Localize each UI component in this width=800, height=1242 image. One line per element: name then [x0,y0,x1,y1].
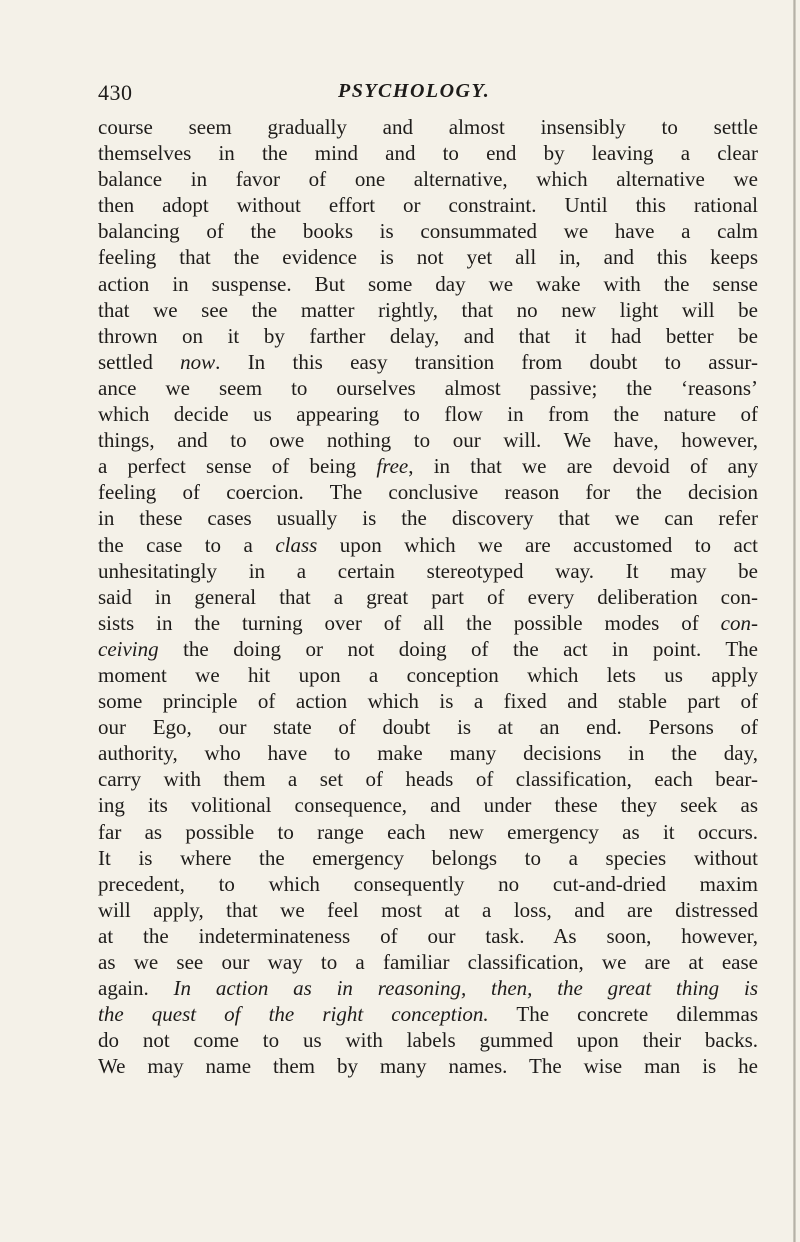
text-line: themselves in the mind and to end by leaving a clear [98,141,758,166]
text-line: ing its volitional consequence, and under these they seek as [98,793,758,818]
text-line: in these cases usually is the discovery that we can refer [98,506,758,531]
italic-text: In action as in reasoning, then, the great thing is [173,976,758,1001]
text-line: the quest of the right conception. The concrete dilemmas [98,1002,758,1027]
italic-text: free [376,454,409,479]
page-edge [793,0,796,1242]
text-line: sists in the turning over of all the possible modes of con- [98,610,758,635]
text-line: that we see the matter rightly, that no new light will be [98,297,758,322]
text-line: precedent, to which consequently no cut-and-dried maxim [98,871,758,896]
italic-text: ceiving [98,636,159,661]
text-line: said in general that a great part of every deliberation con- [98,584,758,609]
text-line: ance we seem to ourselves almost passive; the ‘reasons’ [98,375,758,400]
text-line: feeling of coercion. The conclusive reason for the decision [98,480,758,505]
text-line: We may name them by many names. The wise man is he [98,1054,758,1079]
body-text [98,114,758,1079]
text-line: carry with them a set of heads of classification, each bear- [98,767,758,792]
text-line: settled now. In this easy transition from doubt to assur- [98,349,758,374]
text-line: balance in favor of one alternative, which alternative we [98,167,758,192]
text-line: moment we hit upon a conception which lets us apply [98,662,758,687]
italic-text: now [180,349,216,374]
text-line: will apply, that we feel most at a loss, and are distressed [98,897,758,922]
text-line: do not come to us with labels gummed upon their backs. [98,1028,758,1053]
italic-text: con- [720,610,758,635]
text-line: things, and to owe nothing to our will. We have, however, [98,428,758,453]
text-line: which decide us appearing to flow in from the nature of [98,402,758,427]
text-line: authority, who have to make many decisions in the day, [98,741,758,766]
text-line: balancing of the books is consummated we have a calm [98,219,758,244]
text-line: at the indeterminateness of our task. As soon, however, [98,923,758,948]
text-line: again. In action as in reasoning, then, the great thing is [98,976,758,1001]
text-line: then adopt without effort or constraint. Until this rational [98,193,758,218]
text-line: as we see our way to a familiar classification, we are at ease [98,950,758,974]
text-line: our Ego, our state of doubt is at an end. Persons of [98,715,758,740]
text-line: a perfect sense of being free, in that we are devoid of any [98,454,758,479]
text-line: course seem gradually and almost insensibly to settle [98,115,758,139]
italic-text: class [275,532,318,557]
page-header [98,80,758,110]
text-line: the case to a class upon which we are accustomed to act [98,532,758,557]
text-line: far as possible to range each new emergency as it occurs. [98,819,758,844]
text-line: ceiving the doing or not doing of the act in point. The [98,636,758,661]
text-line: unhesitatingly in a certain stereotyped way. It may be [98,558,758,583]
text-line: feeling that the evidence is not yet all in, and this keeps [98,245,758,270]
italic-text: the quest of the right conception. [98,1002,489,1027]
running-head: PSYCHOLOGY. [338,80,491,102]
text-line: some principle of action which is a fixed and stable part of [98,689,758,714]
text-line: thrown on it by farther delay, and that it had better be [98,323,758,348]
text-line: action in suspense. But some day we wake with the sense [98,271,758,296]
text-line: It is where the emergency belongs to a species without [98,845,758,870]
page-number: 430 [98,80,133,105]
